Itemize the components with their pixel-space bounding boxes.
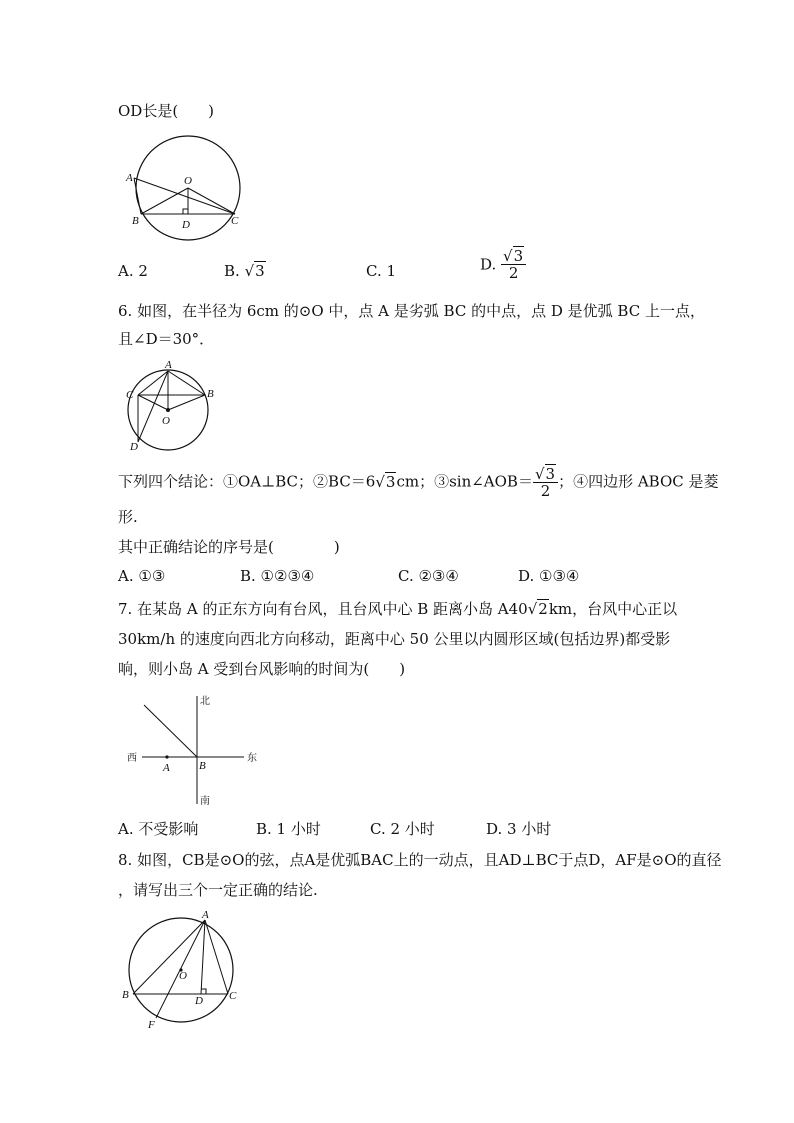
q8-figure	[118, 908, 248, 1032]
q7-label-a: A	[163, 762, 170, 774]
q8-label-f: F	[148, 1019, 155, 1031]
q5-label-b: B	[132, 215, 139, 227]
q5-label-c: C	[231, 215, 239, 227]
q6-label-b: B	[207, 388, 214, 400]
q5-label-a: A	[126, 172, 133, 184]
q6-conclusions-line2: 形.	[118, 508, 138, 526]
q5-stem-tail: OD长是( )	[118, 102, 215, 120]
q7-option-d: D. 3 小时	[486, 820, 552, 838]
q6-option-a: A. ①③	[118, 567, 166, 585]
q7-label-east: 东	[247, 753, 257, 764]
q7-option-c: C. 2 小时	[370, 820, 435, 838]
q6-option-d: D. ①③④	[518, 567, 580, 585]
q5-label-o: O	[184, 175, 192, 187]
q6-label-a: A	[165, 359, 172, 371]
q7-line2: 30km/h 的速度向西北方向移动，距离中心 50 公里以内圆形区域(包括边界)都受影	[118, 630, 671, 648]
q8-label-c: C	[229, 990, 237, 1002]
q7-option-a: A. 不受影响	[118, 820, 199, 838]
q8-label-d: D	[195, 995, 203, 1007]
q8-line1: 8. 如图，CB是⊙O的弦，点A是优弧BAC上的一动点，且AD⊥BC于点D，AF是⊙O的直径	[118, 851, 722, 869]
q6-label-c: C	[126, 389, 134, 401]
q5-option-d: D. $\frac{√3}{2}$	[480, 248, 526, 281]
q5-option-c: C. 1	[366, 262, 397, 280]
q8-label-b: B	[122, 989, 129, 1001]
q5-figure	[118, 132, 258, 252]
q5-label-d: D	[182, 219, 190, 231]
q8-label-o: O	[179, 970, 187, 982]
q7-option-b: B. 1 小时	[256, 820, 321, 838]
q7-figure	[120, 692, 270, 810]
q6-figure	[118, 358, 228, 454]
q5-option-a: A. 2	[118, 262, 148, 280]
q6-conclusions-line1: 下列四个结论：①OA⊥BC；②BC＝6√3cm；③sin∠AOB＝ $\frac{√3}{2}$ ；④四边形 ABOC 是菱	[118, 465, 719, 500]
q6-stem-line2: 且∠D＝30°．	[118, 330, 215, 348]
q6-option-c: C. ②③④	[398, 567, 459, 585]
q6-ask: 其中正确结论的序号是( )	[118, 538, 340, 556]
q6-stem-line1: 6. 如图，在半径为 6cm 的⊙O 中，点 A 是劣弧 BC 的中点，点 D 是优弧 BC 上一点，	[118, 302, 705, 320]
q7-line1: 7. 在某岛 A 的正东方向有台风，且台风中心 B 距离小岛 A40√2km，台风中心正以	[118, 600, 678, 618]
q6-option-b: B. ①②③④	[240, 567, 315, 585]
q7-label-south: 南	[200, 796, 210, 807]
q6-label-o: O	[162, 415, 170, 427]
q7-label-b: B	[199, 760, 206, 772]
q8-line2: ，请写出三个一定正确的结论.	[118, 881, 318, 899]
q5-option-b: B. √3	[224, 262, 265, 280]
q7-label-north: 北	[200, 696, 210, 707]
q7-line3: 响，则小岛 A 受到台风影响的时间为( )	[118, 660, 406, 678]
q6-label-d: D	[130, 441, 138, 453]
q8-label-a: A	[202, 909, 209, 921]
q7-label-west: 西	[127, 753, 137, 764]
